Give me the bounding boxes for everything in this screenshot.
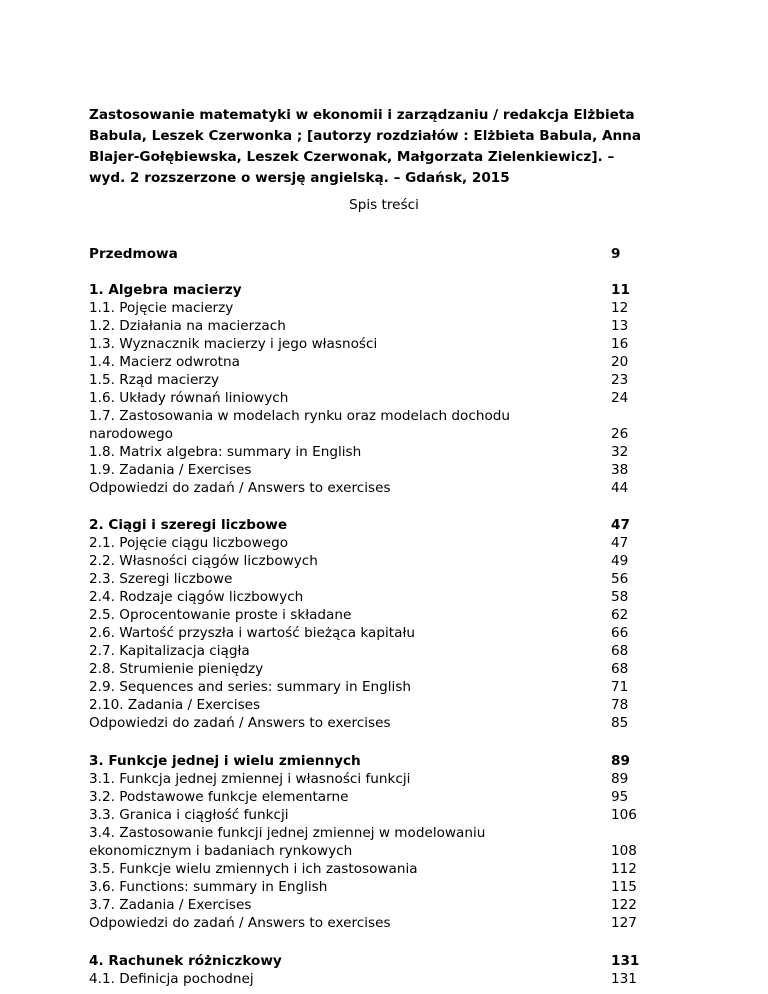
- toc-entry-title: 4. Rachunek różniczkowy: [89, 953, 282, 969]
- toc-entry-page: 13: [611, 318, 629, 334]
- toc-entry-title: 2.8. Strumienie pieniędzy: [89, 661, 264, 677]
- toc-entry-title: 2.10. Zadania / Exercises: [89, 697, 261, 713]
- header-line: wyd. 2 rozszerzone o wersję angielską. – Gdańsk, 2015: [89, 170, 510, 186]
- toc-entry-title: 1.4. Macierz odwrotna: [89, 354, 240, 370]
- toc-entry-title: 1.1. Pojęcie macierzy: [89, 300, 234, 316]
- toc-entry-page: 85: [611, 715, 629, 731]
- toc-entry-page: 9: [611, 246, 621, 262]
- toc-entry-title: 3.6. Functions: summary in English: [89, 879, 328, 895]
- toc-entry-title: 1.7. Zastosowania w modelach rynku oraz modelach dochodu: [89, 408, 511, 424]
- toc-entry-page: 66: [611, 625, 629, 641]
- toc-entry-title: 1.3. Wyznacznik macierzy i jego własności: [89, 336, 378, 352]
- toc-entry-page: 127: [611, 915, 637, 931]
- toc-entry-page: 108: [611, 843, 637, 859]
- toc-entry-page: 131: [611, 953, 640, 969]
- toc-entry-page: 16: [611, 336, 629, 352]
- toc-entry-title: Odpowiedzi do zadań / Answers to exercises: [89, 915, 391, 931]
- toc-entry-title: 3.7. Zadania / Exercises: [89, 897, 252, 913]
- toc-entry-page: 11: [611, 282, 630, 298]
- toc-entry-page: 44: [611, 480, 629, 496]
- toc-entry-page: 131: [611, 971, 637, 987]
- toc-entry-title: 1. Algebra macierzy: [89, 282, 242, 298]
- toc-entry-title: 3.1. Funkcja jednej zmiennej i własności funkcji: [89, 771, 411, 787]
- toc-entry-page: 20: [611, 354, 629, 370]
- toc-entry-page: 26: [611, 426, 629, 442]
- toc-entry-title: 1.2. Działania na macierzach: [89, 318, 286, 334]
- toc-entry-page: 106: [611, 807, 637, 823]
- toc-entry-page: 95: [611, 789, 629, 805]
- toc-entry-page: 56: [611, 571, 629, 587]
- toc-entry-page: 78: [611, 697, 629, 713]
- toc-entry-title: 2.5. Oprocentowanie proste i składane: [89, 607, 352, 623]
- toc-entry-title: 1.6. Układy równań liniowych: [89, 390, 289, 406]
- bibliographic-header: [89, 105, 679, 189]
- toc-entry-page: 49: [611, 553, 629, 569]
- toc-entry-page: 68: [611, 661, 629, 677]
- toc-entry-title: 3. Funkcje jednej i wielu zmiennych: [89, 753, 361, 769]
- toc-entry-page: 32: [611, 444, 629, 460]
- toc-entry-title: Odpowiedzi do zadań / Answers to exercises: [89, 480, 391, 496]
- toc-entry-title: ekonomicznym i badaniach rynkowych: [89, 843, 353, 859]
- toc-entry-title: Odpowiedzi do zadań / Answers to exercises: [89, 715, 391, 731]
- toc-entry-title: 2.2. Własności ciągów liczbowych: [89, 553, 318, 569]
- toc-entry-title: 2.9. Sequences and series: summary in English: [89, 679, 412, 695]
- header-line: Blajer-Gołębiewska, Leszek Czerwonak, Małgorzata Zielenkiewicz]. –: [89, 149, 615, 165]
- toc-entry-title: 4.1. Definicja pochodnej: [89, 971, 254, 987]
- toc-entry-page: 122: [611, 897, 637, 913]
- toc-entry-title: 3.3. Granica i ciągłość funkcji: [89, 807, 289, 823]
- toc-entry-page: 68: [611, 643, 629, 659]
- toc-entry-page: 62: [611, 607, 629, 623]
- toc-entry-title: 3.2. Podstawowe funkcje elementarne: [89, 789, 349, 805]
- toc-entry-title: 2.4. Rodzaje ciągów liczbowych: [89, 589, 304, 605]
- toc-entry-page: 47: [611, 535, 629, 551]
- toc-entry-page: 112: [611, 861, 637, 877]
- toc-entry-title: 1.9. Zadania / Exercises: [89, 462, 252, 478]
- toc-entry-title: 1.8. Matrix algebra: summary in English: [89, 444, 362, 460]
- toc-entry-page: 115: [611, 879, 637, 895]
- toc-entry-title: Przedmowa: [89, 246, 178, 262]
- toc-entry-title: 2.3. Szeregi liczbowe: [89, 571, 233, 587]
- header-line: Zastosowanie matematyki w ekonomii i zarządzaniu / redakcja Elżbieta: [89, 107, 635, 123]
- table-of-contents-title: Spis treści: [349, 197, 419, 213]
- toc-entry-title: 3.4. Zastosowanie funkcji jednej zmiennej w modelowaniu: [89, 825, 486, 841]
- toc-entry-page: 12: [611, 300, 629, 316]
- toc-entry-page: 23: [611, 372, 629, 388]
- toc-entry-page: 58: [611, 589, 629, 605]
- toc-entry-title: 1.5. Rząd macierzy: [89, 372, 220, 388]
- toc-entry-title: 2.6. Wartość przyszła i wartość bieżąca kapitału: [89, 625, 415, 641]
- toc-entry-title: narodowego: [89, 426, 173, 442]
- toc-entry-title: 2.1. Pojęcie ciągu liczbowego: [89, 535, 289, 551]
- toc-entry-page: 38: [611, 462, 629, 478]
- toc-entry-page: 71: [611, 679, 629, 695]
- toc-entry-page: 89: [611, 753, 630, 769]
- toc-entry-page: 89: [611, 771, 629, 787]
- toc-entry-title: 2.7. Kapitalizacja ciągła: [89, 643, 250, 659]
- toc-entry-page: 24: [611, 390, 629, 406]
- toc-entry-title: 3.5. Funkcje wielu zmiennych i ich zastosowania: [89, 861, 418, 877]
- header-line: Babula, Leszek Czerwonka ; [autorzy rozdziałów : Elżbieta Babula, Anna: [89, 128, 642, 144]
- toc-entry-page: 47: [611, 517, 630, 533]
- toc-entry-title: 2. Ciągi i szeregi liczbowe: [89, 517, 288, 533]
